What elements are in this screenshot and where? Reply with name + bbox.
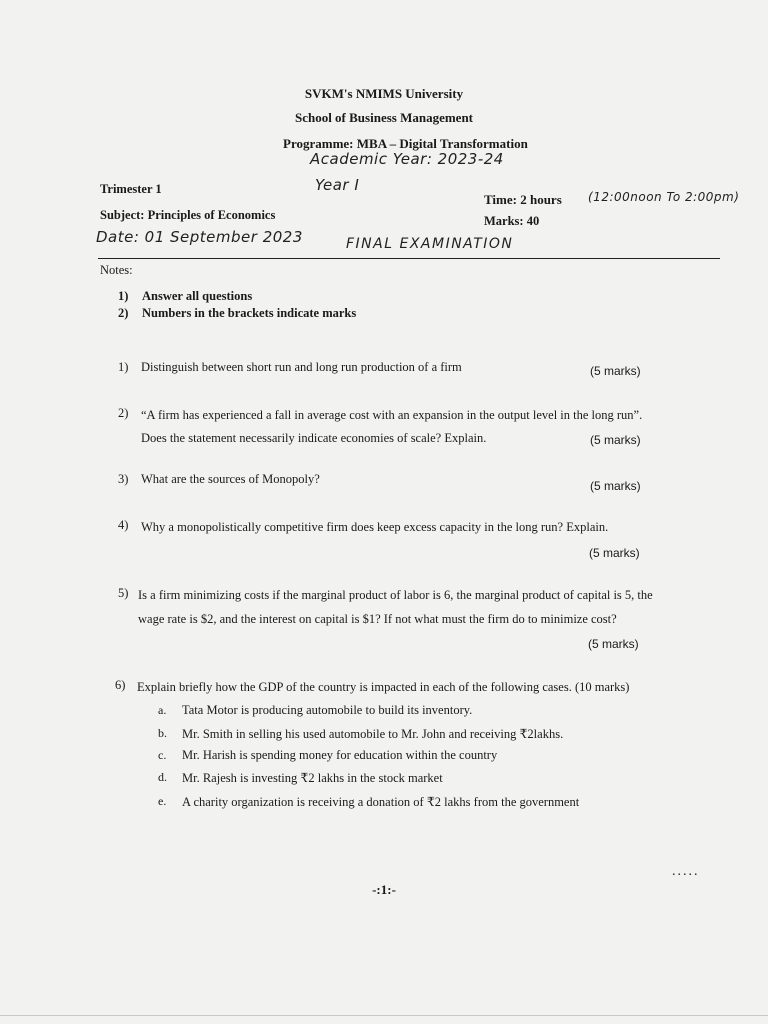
question-text: wage rate is $2, and the interest on capital is $1? If not what must the firm do to minimize cost? bbox=[138, 612, 617, 626]
note-number: 1) bbox=[118, 289, 129, 303]
question-number: 1) bbox=[118, 360, 129, 374]
question-number: 6) bbox=[115, 678, 126, 692]
note-number: 2) bbox=[118, 306, 129, 320]
question-number: 5) bbox=[118, 586, 129, 600]
subitem-text: Tata Motor is producing automobile to build its inventory. bbox=[182, 703, 473, 717]
notes-title: Notes: bbox=[100, 263, 133, 277]
question-number: 3) bbox=[118, 472, 129, 486]
subitem-letter: d. bbox=[158, 770, 167, 784]
programme-line: Programme: MBA – Digital Transformation bbox=[283, 136, 528, 151]
question-marks: (5 marks) bbox=[589, 546, 640, 560]
question-text: Is a firm minimizing costs if the marginal product of labor is 6, the marginal product of capital is 5, the bbox=[138, 588, 653, 602]
question-text: Does the statement necessarily indicate economies of scale? Explain. bbox=[141, 431, 487, 445]
note-text: Answer all questions bbox=[142, 289, 253, 303]
subitem-text: Mr. Rajesh is investing ₹2 lakhs in the stock market bbox=[182, 771, 443, 785]
year-handwritten: Year I bbox=[315, 176, 360, 194]
time-note-handwritten: (12:00noon To 2:00pm) bbox=[588, 190, 740, 204]
trimester-label: Trimester 1 bbox=[100, 182, 162, 196]
question-number: 4) bbox=[118, 518, 129, 532]
question-marks: (5 marks) bbox=[590, 479, 641, 493]
subitem-letter: e. bbox=[158, 794, 167, 808]
marks-label: Marks: 40 bbox=[484, 214, 540, 228]
final-examination-handwritten: FINAL EXAMINATION bbox=[346, 236, 514, 252]
header-divider bbox=[98, 258, 720, 259]
subitem-letter: b. bbox=[158, 726, 167, 740]
scan-edge bbox=[0, 1015, 768, 1016]
subitem-letter: a. bbox=[158, 703, 167, 717]
subject-label: Subject: Principles of Economics bbox=[100, 208, 276, 222]
subitem-letter: c. bbox=[158, 748, 167, 762]
question-text: “A firm has experienced a fall in average cost with an expansion in the output level in the long run”. bbox=[141, 408, 643, 422]
date-handwritten: Date: 01 September 2023 bbox=[96, 228, 303, 246]
university-name: SVKM's NMIMS University bbox=[304, 86, 464, 101]
subitem-text: Mr. Smith in selling his used automobile to Mr. John and receiving ₹2lakhs. bbox=[182, 727, 564, 741]
footer-dots: ..... bbox=[672, 864, 700, 879]
note-text: Numbers in the brackets indicate marks bbox=[142, 306, 357, 320]
school-name: School of Business Management bbox=[294, 110, 474, 125]
question-marks: (5 marks) bbox=[588, 637, 639, 651]
question-text: Distinguish between short run and long run production of a firm bbox=[141, 360, 462, 374]
academic-year-handwritten: Academic Year: 2023-24 bbox=[310, 150, 504, 168]
time-label: Time: 2 hours bbox=[484, 192, 562, 207]
question-text: What are the sources of Monopoly? bbox=[141, 472, 320, 486]
subitem-text: Mr. Harish is spending money for education within the country bbox=[182, 748, 498, 762]
question-text: Explain briefly how the GDP of the country is impacted in each of the following cases. (10 marks) bbox=[137, 680, 630, 694]
question-marks: (5 marks) bbox=[590, 364, 641, 378]
question-number: 2) bbox=[118, 406, 129, 420]
question-marks: (5 marks) bbox=[590, 433, 641, 447]
subitem-text: A charity organization is receiving a donation of ₹2 lakhs from the government bbox=[182, 795, 580, 809]
question-text: Why a monopolistically competitive firm does keep excess capacity in the long run? Explain. bbox=[141, 520, 609, 534]
page-number: -:1:- bbox=[372, 882, 396, 897]
